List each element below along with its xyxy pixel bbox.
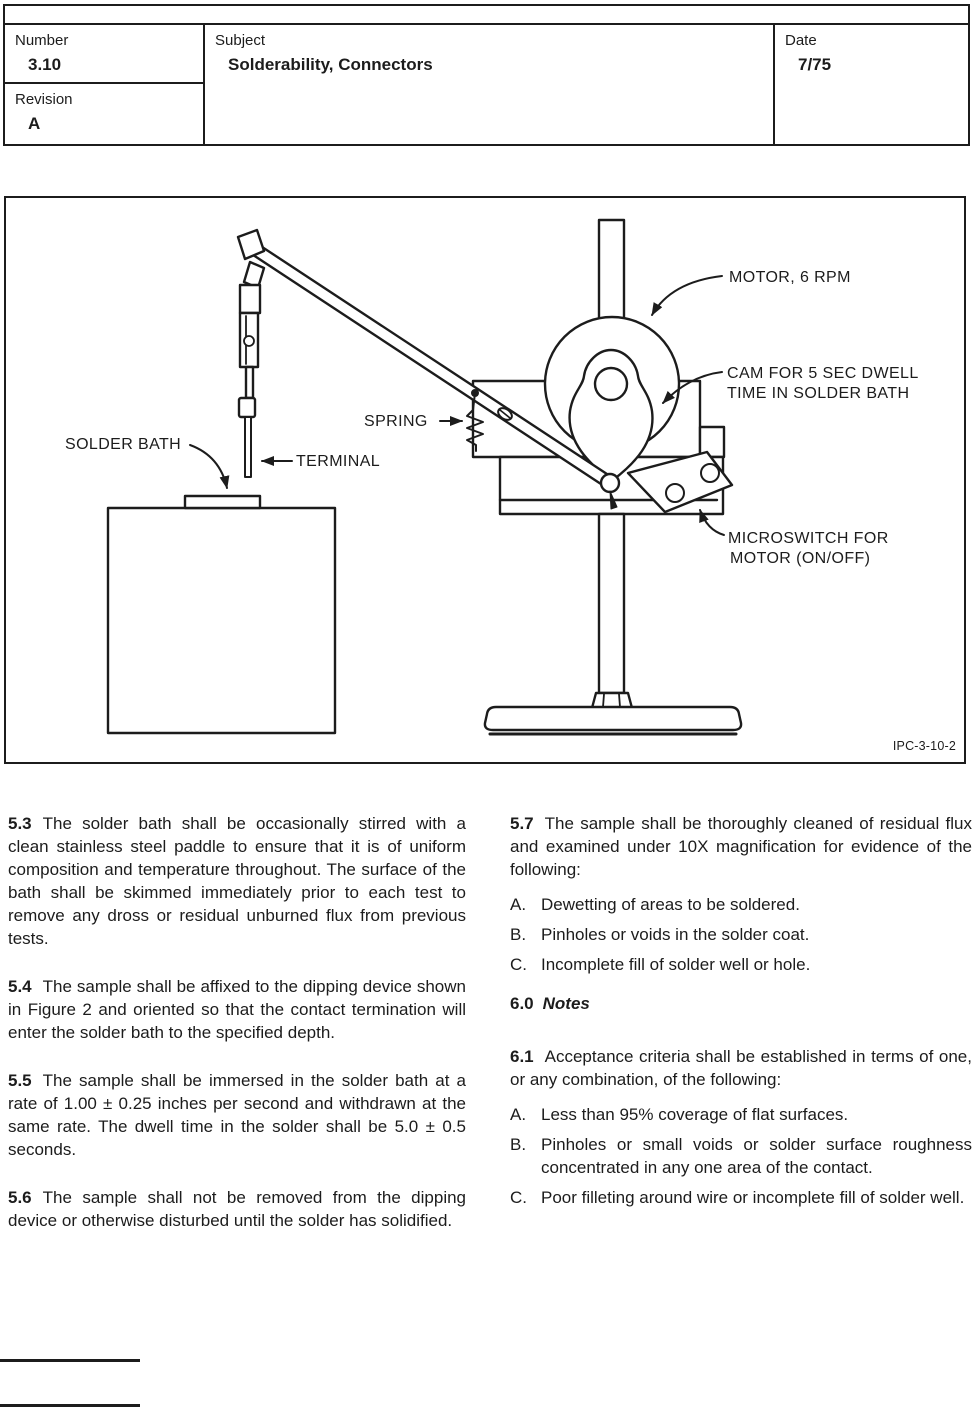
date-value: 7/75 [798,55,832,74]
section-text: The sample shall be immersed in the solder bath at a rate of 1.00 ± 0.25 inches per second and withdrawn at the same rate. The dwell time in the solder shall be 5.0 ± 0.5 seconds. [8,1071,466,1159]
section-title: Notes [542,994,590,1013]
list-item-text: Dewetting of areas to be soldered. [541,895,800,914]
pole-nut-facet-1 [603,694,604,707]
section-number: 5.5 [8,1071,32,1090]
list-item-marker: C. [510,1188,527,1207]
terminal-collar [239,398,255,417]
subject-label: Subject [215,32,266,49]
list-item-6-1-c [510,1186,972,1209]
header-number-revision-column [5,25,205,144]
clamp-screw [244,336,254,346]
section-text: The sample shall be thoroughly cleaned of residual flux and examined under 10X magnification for evidence of the following: [510,814,972,879]
section-number: 5.3 [8,814,32,833]
terminal-label: TERMINAL [296,453,381,470]
section-number: 5.4 [8,977,32,996]
list-item-5-7-a [510,893,972,916]
header-date-cell [773,25,968,144]
footnote-rule-top [0,1359,140,1362]
section-text: The sample shall not be removed from the dipping device or otherwise disturbed until the solder has solidified. [8,1188,466,1230]
section-number: 6.1 [510,1047,534,1066]
stand-pole-lower [599,514,624,693]
list-item-marker: B. [510,925,527,944]
microswitch-hole-right [701,464,719,482]
list-item-text: Incomplete fill of solder well or hole. [541,955,811,974]
figure-id-label: IPC-3-10-2 [892,739,956,753]
section-5-6 [8,1186,466,1232]
cam-label-line1: CAM FOR 5 SEC DWELL [727,365,919,382]
header-revision-cell [5,84,203,144]
list-item-5-7-b [510,923,972,946]
motor-label: MOTOR, 6 RPM [729,269,851,286]
section-6-1 [510,1045,972,1091]
list-item-marker: A. [510,1105,527,1124]
clamp-neck [246,367,253,398]
section-text: Acceptance criteria shall be established in terms of one, or any combination, of the following: [510,1047,972,1089]
header-subject-cell [205,25,773,144]
pole-nut-facet-2 [619,694,620,707]
clamp-upper-block [240,285,260,313]
section-6-0-heading [510,992,972,1015]
solder-bath-leader-line [190,445,227,488]
list-item-text: Less than 95% coverage of flat surfaces. [541,1105,849,1124]
revision-value: A [28,114,41,133]
microswitch-label-line1: MICROSWITCH FOR [728,530,889,547]
list-item-5-7-c [510,953,972,976]
dipping-device-drawing [6,198,964,762]
header-table [3,4,970,146]
section-5-4 [8,975,466,1044]
header-top-band [5,6,968,25]
pole-nut [592,693,632,708]
microswitch-label-line2: MOTOR (ON/OFF) [730,550,871,567]
terminal-rod [245,417,251,477]
section-number: 5.6 [8,1188,32,1207]
section-text: The sample shall be affixed to the dipping device shown in Figure 2 and oriented so that the contact termination will enter the solder bath to the specified depth. [8,977,466,1042]
list-item-6-1-a [510,1103,972,1126]
section-number: 5.7 [510,814,534,833]
section-text: The solder bath shall be occasionally stirred with a clean stainless steel paddle to ensure that it is of uniform composition and temperature throughout. The surface of the bath shall be skimmed immediately prior to each test to remove any dross or residual unburned flux from previous tests. [8,814,466,948]
body-column-right [510,812,972,1216]
solder-bath-lip [185,496,260,508]
microswitch-hole-left [666,484,684,502]
footnote-rule-bottom [0,1404,140,1407]
subject-value: Solderability, Connectors [228,55,433,74]
solder-bath-label: SOLDER BATH [65,436,182,453]
header-number-cell [5,25,203,84]
solder-bath-pot [108,508,335,733]
number-label: Number [15,32,69,49]
number-value: 3.10 [28,55,62,74]
arm-pivot [601,474,619,492]
body-column-left [8,812,466,1257]
list-item-6-1-b [510,1133,972,1179]
cam-label-line2: TIME IN SOLDER BATH [727,385,910,402]
list-item-marker: C. [510,955,527,974]
section-5-5 [8,1069,466,1161]
spring-label: SPRING [364,413,428,430]
section-5-3 [8,812,466,950]
cam-shaft-hole [595,368,627,400]
list-item-marker: B. [510,1135,527,1154]
figure-2-dipping-device [4,196,966,764]
section-number: 6.0 [510,994,534,1013]
revision-label: Revision [15,91,73,108]
stand-pole-upper [599,220,624,332]
motor-leader-line [652,276,722,315]
list-item-marker: A. [510,895,527,914]
list-item-text: Poor filleting around wire or incomplete fill of solder well. [541,1188,965,1207]
section-5-7 [510,812,972,881]
date-label: Date [785,32,817,49]
list-item-text: Pinholes or voids in the solder coat. [541,925,810,944]
stand-base [485,707,741,730]
list-item-text: Pinholes or small voids or solder surface roughness concentrated in any one area of the contact. [541,1135,972,1177]
